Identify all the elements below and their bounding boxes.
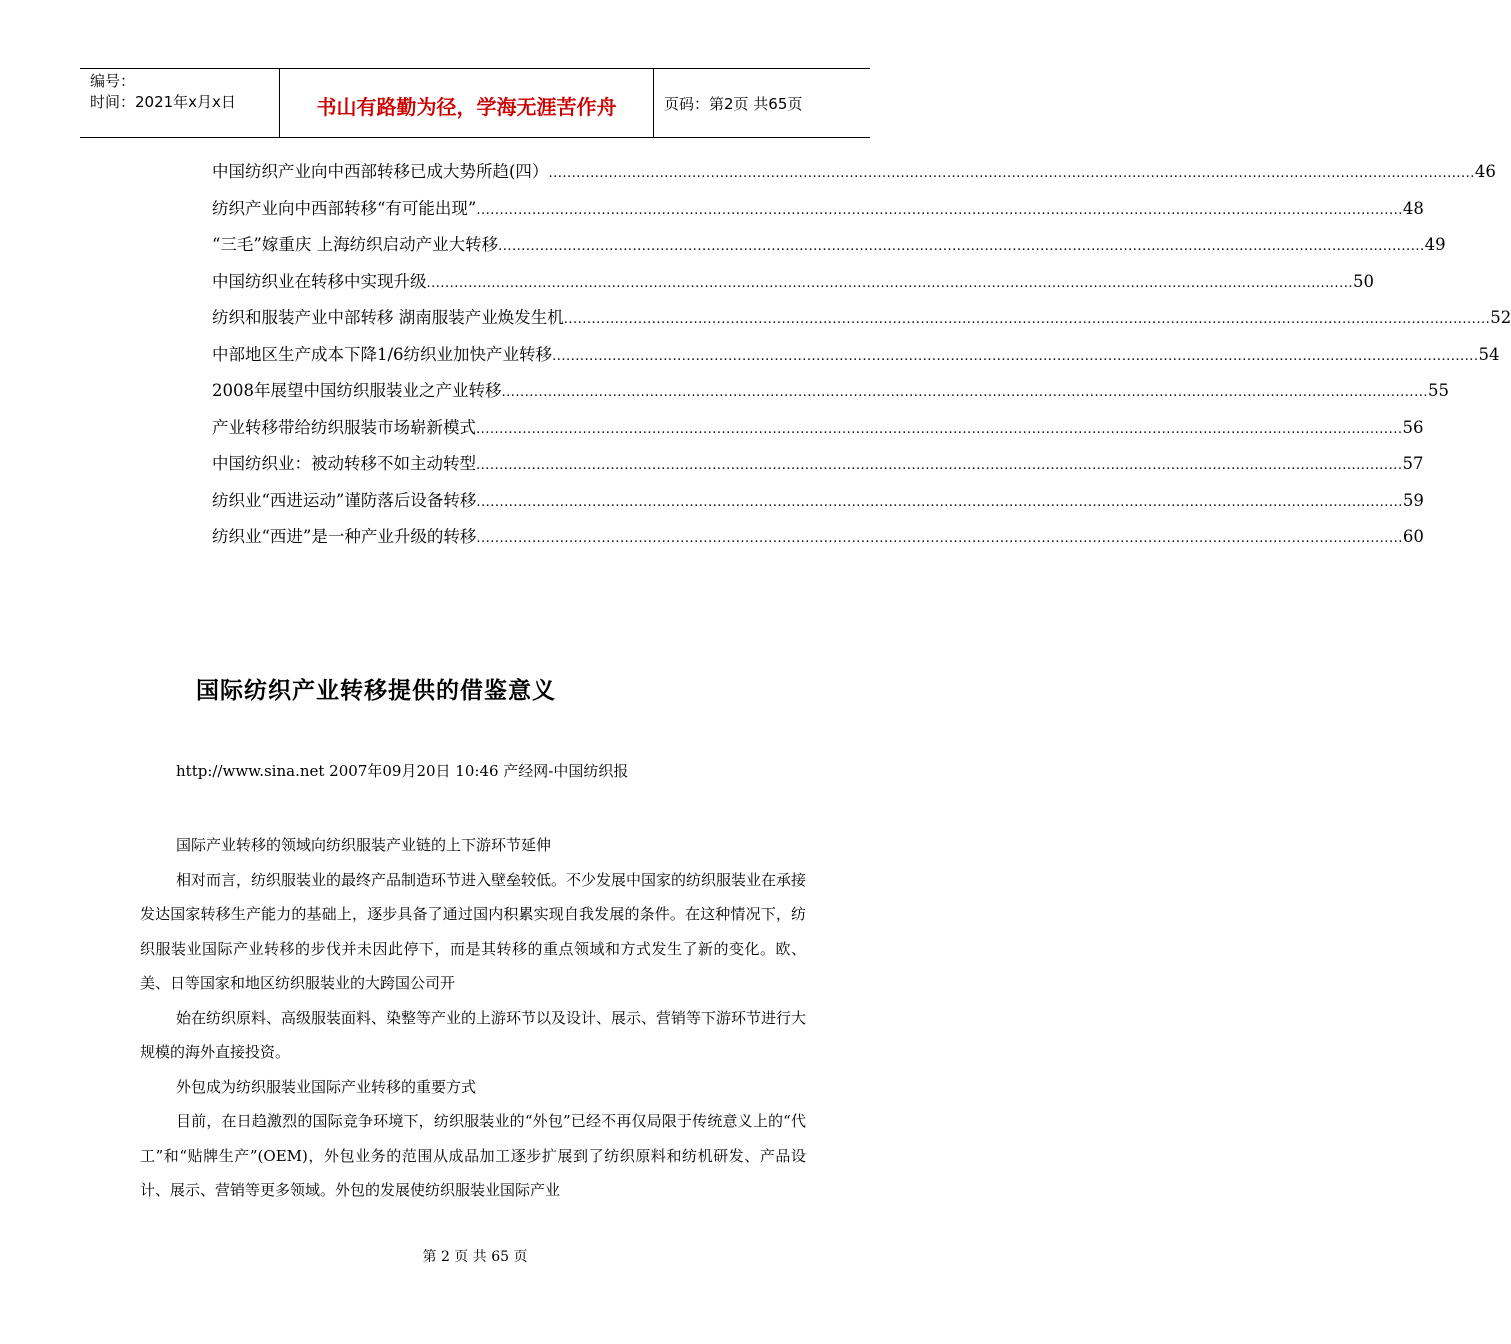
toc-dot-leader: ........................................................................................................................................................................................................ [426, 275, 1353, 291]
toc-entry[interactable] [212, 300, 1511, 337]
toc-entry-page: 46 [1474, 162, 1496, 181]
header-code: 编号： [90, 72, 136, 90]
toc-dot-leader: ........................................................................................................................................................................................................ [476, 458, 1403, 473]
toc-entry-page: 55 [1427, 381, 1449, 400]
toc-dot-leader: ........................................................................................................................................................................................................ [476, 421, 1403, 437]
toc-entry[interactable] [212, 410, 1424, 447]
toc-entry-page: 48 [1402, 198, 1424, 218]
article-paragraph: 外包成为纺织服装业国际产业转移的重要方式 [176, 1077, 477, 1096]
article-source: http://www.sina.net 2007年09月20日 10:46 产经网-中国纺织报 [176, 762, 629, 780]
toc-dot-leader: ........................................................................................................................................................................................................ [548, 166, 1475, 181]
toc-entry[interactable] [212, 519, 1424, 556]
toc-entry-title: 纺织业“西进”是一种产业升级的转移 [212, 527, 477, 546]
toc-entry[interactable] [212, 264, 1374, 301]
toc-dot-leader: ........................................................................................................................................................................................................ [563, 312, 1491, 327]
toc-entry-page: 49 [1424, 235, 1446, 254]
article-paragraph: 相对而言，纺织服装业的最终产品制造环节进入壁垒较低。不少发展中国家的纺织服装业在承接发达国家转移生产能力的基础上，逐步具备了通过国内积累实现自我发展的条件。在这种情况下，纺织服装业国际产业转移的步伐并未因此停下，而是其转移的重点领域和方式发生了新的变化。欧、美、日等国家和地区纺织服装业的大跨国公司开 [140, 870, 807, 992]
toc-dot-leader: ........................................................................................................................................................................................................ [498, 239, 1425, 254]
table-of-contents [212, 154, 1511, 556]
header-date: 时间：2021年x月x日 [90, 93, 236, 111]
toc-entry-title: 纺织产业向中西部转移“有可能出现” [212, 198, 477, 218]
page-header [80, 68, 870, 138]
toc-entry-title: 纺织业“西进运动”谨防落后设备转移 [212, 490, 477, 510]
toc-entry-title: 中国纺织业在转移中实现升级 [212, 271, 427, 291]
toc-entry-title: 2008年展望中国纺织服装业之产业转移 [212, 381, 502, 400]
toc-entry-title: 中国纺织产业向中西部转移已成大势所趋(四） [212, 162, 549, 181]
toc-entry[interactable] [212, 191, 1424, 228]
article-paragraph: 国际产业转移的领域向纺织服装产业链的上下游环节延伸 [176, 836, 552, 854]
toc-entry-title: 产业转移带给纺织服装市场崭新模式 [212, 417, 476, 437]
toc-entry-page: 50 [1352, 271, 1374, 291]
article-paragraph: 目前，在日趋激烈的国际竞争环境下，纺织服装业的“外包”已经不再仅局限于传统意义上的“代工”和“贴牌生产”(OEM)，外包业务的范围从成品加工逐步扩展到了纺织原料和纺机研发、产品设计、展示、营销等更多领域。外包的发展使纺织服装业国际产业 [140, 1112, 806, 1199]
article-title: 国际纺织产业转移提供的借鉴意义 [196, 678, 556, 704]
toc-entry-page: 54 [1478, 344, 1500, 364]
header-page-info: 页码：第2页 共65页 [664, 94, 803, 113]
article-paragraph: 始在纺织原料、高级服装面料、染整等产业的上游环节以及设计、展示、营销等下游环节进行大规模的海外直接投资。 [140, 1008, 807, 1061]
toc-dot-leader: ........................................................................................................................................................................................................ [476, 531, 1403, 546]
header-motto: 书山有路勤为径，学海无涯苦作舟 [280, 69, 654, 137]
toc-entry-page: 52 [1490, 308, 1511, 327]
toc-entry-title: 中部地区生产成本下降1/6纺织业加快产业转移 [212, 344, 553, 364]
toc-dot-leader: ........................................................................................................................................................................................................ [476, 202, 1403, 218]
toc-entry-page: 56 [1402, 417, 1424, 437]
toc-entry-page: 59 [1402, 490, 1424, 510]
toc-entry[interactable] [212, 337, 1500, 374]
toc-dot-leader: ........................................................................................................................................................................................................ [501, 385, 1428, 400]
toc-entry[interactable] [212, 154, 1496, 191]
toc-entry[interactable] [212, 483, 1424, 520]
toc-dot-leader: ........................................................................................................................................................................................................ [476, 494, 1403, 510]
toc-entry-page: 60 [1402, 527, 1424, 546]
article-body [140, 828, 806, 1208]
toc-entry[interactable] [212, 446, 1424, 483]
toc-entry[interactable] [212, 373, 1449, 410]
header-meta [80, 69, 280, 137]
toc-entry-title: “三毛”嫁重庆 上海纺织启动产业大转移 [212, 235, 499, 254]
toc-dot-leader: ........................................................................................................................................................................................................ [552, 348, 1479, 364]
toc-entry-title: 纺织和服装产业中部转移 湖南服装产业焕发生机 [212, 308, 564, 327]
toc-entry-title: 中国纺织业：被动转移不如主动转型 [212, 454, 476, 473]
toc-entry-page: 57 [1402, 454, 1424, 473]
toc-entry[interactable] [212, 227, 1446, 264]
page-footer: 第 2 页 共 65 页 [422, 1249, 528, 1265]
